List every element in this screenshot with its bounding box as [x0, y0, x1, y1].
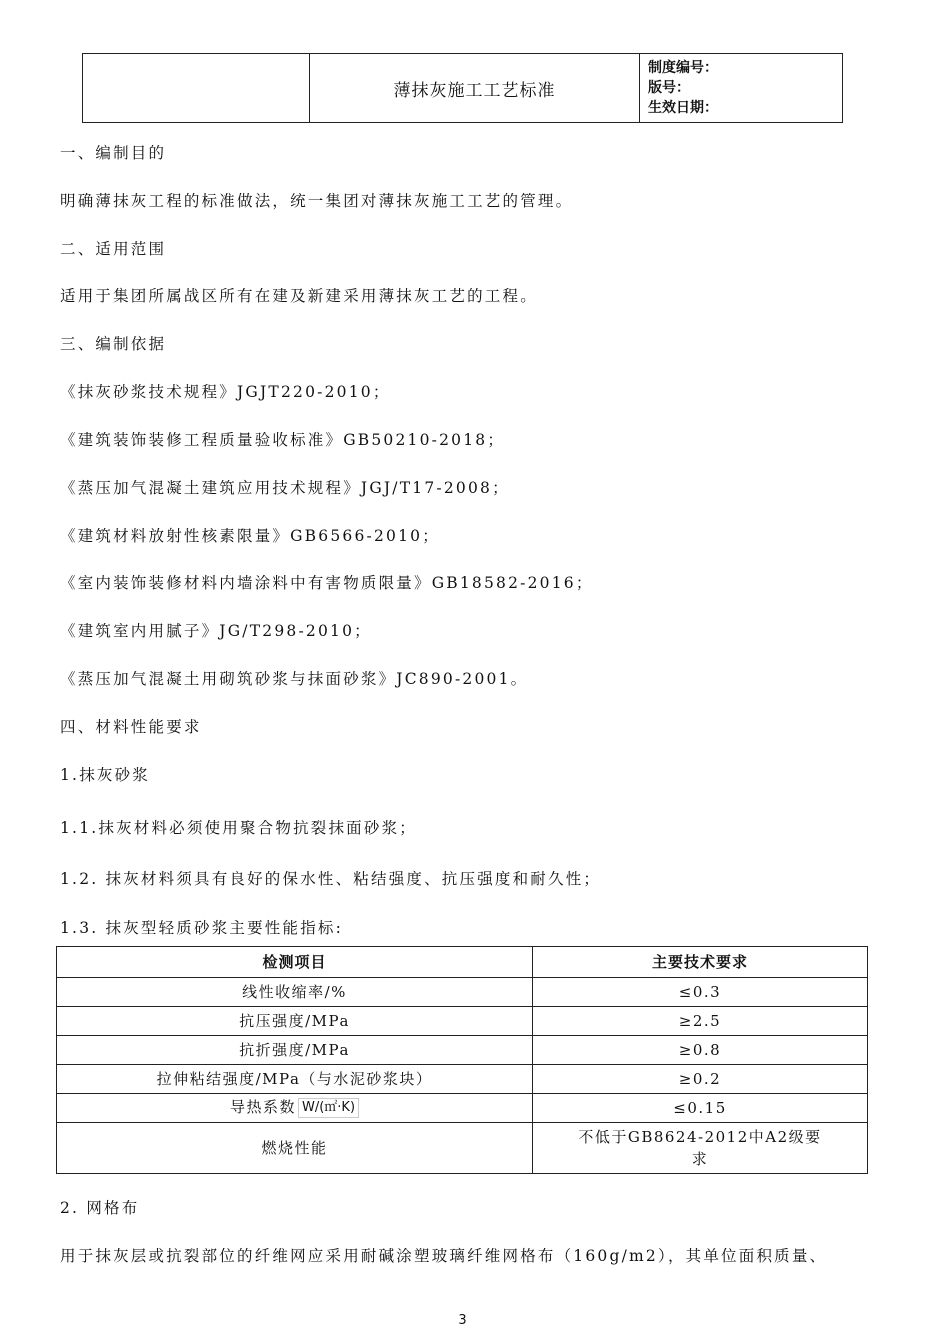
test-item: 抗压强度/MPa — [57, 1007, 533, 1036]
table-row — [57, 1094, 868, 1123]
requirement: ≤0.15 — [533, 1094, 868, 1123]
table-header-requirement: 主要技术要求 — [533, 947, 868, 978]
effective-date-label: 生效日期： — [648, 100, 718, 116]
requirement: 不低于GB8624-2012中A2级要求 — [578, 1128, 822, 1168]
header-meta — [640, 54, 843, 123]
paragraph: 1.1.抹灰材料必须使用聚合物抗裂抹面砂浆； — [60, 819, 417, 837]
test-item: 燃烧性能 — [57, 1123, 533, 1174]
section-heading-purpose: 一、编制目的 — [60, 144, 167, 162]
reference-item: 《蒸压加气混凝土用砌筑砂浆与抹面砂浆》JC890-2001。 — [60, 670, 529, 688]
document-title: 薄抹灰施工工艺标准 — [310, 54, 640, 123]
table-row — [57, 978, 868, 1007]
subsection-heading: 2. 网格布 — [60, 1199, 140, 1217]
paragraph: 用于抹灰层或抗裂部位的纤维网应采用耐碱涂塑玻璃纤维网格布（160g/m2），其单位面积质量、 — [60, 1247, 828, 1265]
section-heading-scope: 二、适用范围 — [60, 240, 167, 258]
test-item: 拉伸粘结强度/MPa（与水泥砂浆块） — [57, 1065, 533, 1094]
test-item: 线性收缩率/% — [57, 978, 533, 1007]
table-row — [57, 1065, 868, 1094]
page-number: 3 — [458, 1313, 467, 1328]
table-header-row — [57, 947, 868, 978]
table-row — [57, 1007, 868, 1036]
test-item: 导热系数 — [229, 1098, 296, 1116]
paragraph: 明确薄抹灰工程的标准做法，统一集团对薄抹灰施工工艺的管理。 — [60, 192, 574, 210]
subsection-heading: 1.抹灰砂浆 — [60, 766, 150, 784]
reference-item: 《抹灰砂浆技术规程》JGJT220-2010； — [60, 383, 391, 401]
table-row — [57, 1123, 868, 1174]
version-label: 版号： — [648, 80, 690, 96]
requirement: ≤0.3 — [533, 978, 868, 1007]
requirement-cell — [533, 1123, 868, 1174]
reference-item: 《建筑装饰装修工程质量验收标准》GB50210-2018； — [60, 431, 506, 449]
test-item: 抗折强度/MPa — [57, 1036, 533, 1065]
table-row — [57, 1036, 868, 1065]
requirement: ≥2.5 — [533, 1007, 868, 1036]
requirement: ≥0.8 — [533, 1036, 868, 1065]
document-header — [82, 53, 843, 123]
reference-item: 《蒸压加气混凝土建筑应用技术规程》JGJ/T17-2008； — [60, 479, 510, 497]
requirement: ≥0.2 — [533, 1065, 868, 1094]
performance-table — [56, 946, 868, 1174]
reference-item: 《建筑材料放射性核素限量》GB6566-2010； — [60, 527, 440, 545]
reference-item: 《建筑室内用腻子》JG/T298-2010； — [60, 622, 372, 640]
test-item-cell — [57, 1094, 533, 1123]
section-heading-materials: 四、材料性能要求 — [60, 718, 202, 736]
unit-label: W/(㎡·K) — [298, 1098, 359, 1118]
table-header-item: 检测项目 — [57, 947, 533, 978]
paragraph: 1.2. 抹灰材料须具有良好的保水性、粘结强度、抗压强度和耐久性； — [60, 870, 602, 888]
reference-item: 《室内装饰装修材料内墙涂料中有害物质限量》GB18582-2016； — [60, 574, 594, 592]
paragraph: 1.3. 抹灰型轻质砂浆主要性能指标: — [60, 919, 344, 937]
paragraph: 适用于集团所属战区所有在建及新建采用薄抹灰工艺的工程。 — [60, 287, 538, 305]
code-label: 制度编号： — [648, 60, 718, 76]
header-logo-cell — [83, 54, 310, 123]
section-heading-basis: 三、编制依据 — [60, 335, 167, 353]
